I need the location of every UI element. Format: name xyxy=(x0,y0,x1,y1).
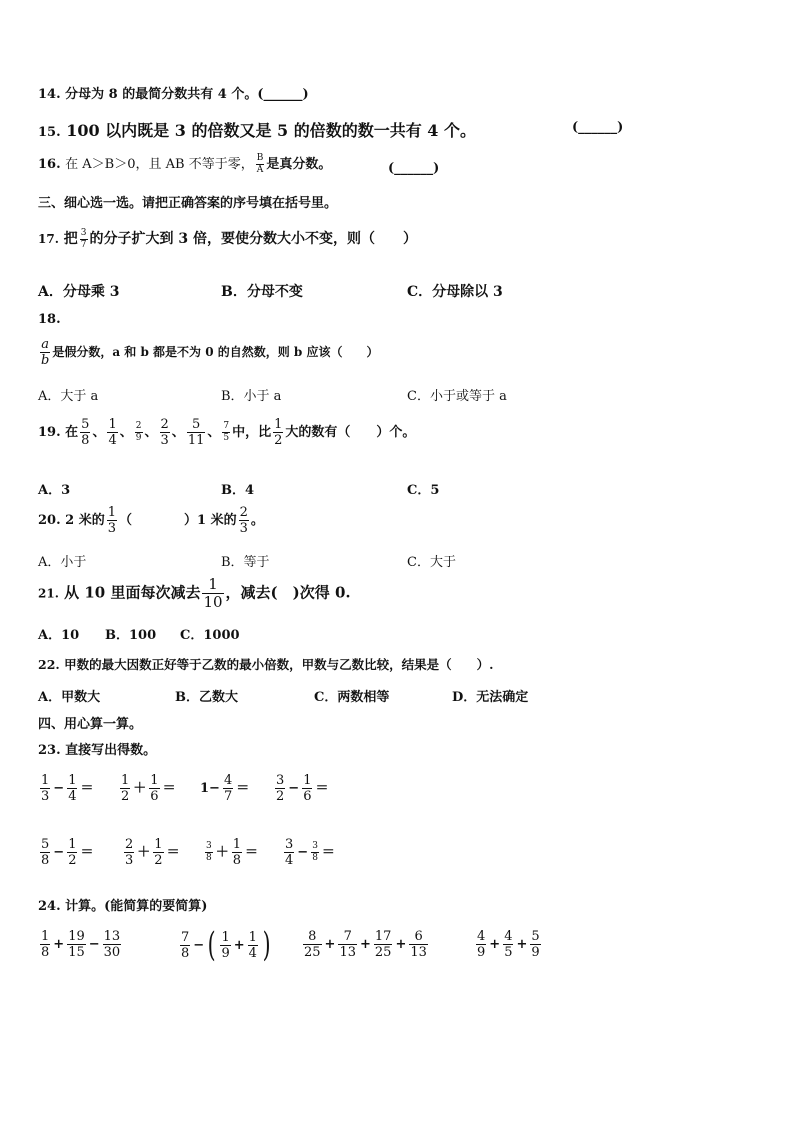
question-number: 22. xyxy=(38,657,60,672)
option-c[interactable]: C．1000 xyxy=(180,628,240,643)
fraction xyxy=(80,229,88,250)
question-text: 是真分数。 xyxy=(266,157,332,172)
fraction: $\frac{7}{13}$ xyxy=(339,929,356,960)
fraction: $\frac{4}{7}$ xyxy=(223,773,233,804)
question-text: 。 xyxy=(250,513,264,528)
fraction: $\frac{3}{8}$ xyxy=(312,841,318,863)
separator: 、 xyxy=(171,425,185,440)
question-text: 大的数有（ ）个。 xyxy=(285,425,416,440)
expression: $\frac{1}{3}$ − $\frac{1}{4}$ ＝ xyxy=(41,773,94,804)
denominator: 3 xyxy=(239,521,248,536)
question-number: 16. xyxy=(38,157,61,172)
fraction: $\frac{1}{2}$ xyxy=(154,837,163,868)
expression: $\frac{2}{3}$ ＋ $\frac{1}{2}$ ＝ xyxy=(125,837,180,868)
question-text: 中，比 xyxy=(232,425,272,440)
numerator: 3 xyxy=(80,227,87,238)
question-22 xyxy=(38,655,493,673)
fraction: $\frac{7}{8}$ xyxy=(181,929,190,961)
fraction xyxy=(135,422,143,443)
expression: $\frac{4}{9}$ + $\frac{4}{5}$ + $\frac{5}{9}$ xyxy=(477,929,540,960)
numerator: B xyxy=(256,153,264,163)
separator: 、 xyxy=(92,425,106,440)
question-15 xyxy=(38,118,476,141)
option-c[interactable]: C．两数相等 xyxy=(314,690,390,705)
denominator: 5 xyxy=(223,433,230,443)
numerator: 5 xyxy=(81,417,90,432)
numerator: 1 xyxy=(107,505,117,520)
section-heading: 四、用心算一算。 xyxy=(38,717,143,732)
numerator: 2 xyxy=(239,505,248,520)
fraction: $\frac{5}{8}$ xyxy=(41,837,50,868)
option-b[interactable]: B．100 xyxy=(105,628,157,643)
denominator: A xyxy=(256,165,264,175)
fraction: $\frac{6}{13}$ xyxy=(410,929,427,960)
numerator: 1 xyxy=(208,575,218,593)
question-text: 在 xyxy=(65,425,79,440)
question-24 xyxy=(38,895,207,914)
numerator: 5 xyxy=(191,417,201,432)
option-b[interactable]: B．4 xyxy=(221,483,255,498)
expression: $\frac{5}{8}$ − $\frac{1}{2}$ ＝ xyxy=(41,837,94,868)
fraction: $\frac{19}{15}$ xyxy=(68,929,85,960)
fraction: $\frac{17}{25}$ xyxy=(374,929,392,960)
denominator: 4 xyxy=(108,433,117,448)
fraction: $\frac{1}{4}$ xyxy=(248,929,257,961)
option-b[interactable]: B．乙数大 xyxy=(175,690,238,705)
question-number-18: 18. xyxy=(38,312,61,327)
option-b[interactable]: B．小于 a xyxy=(221,389,282,404)
expression: $\frac{1}{8}$ + $\frac{19}{15}$ − $\frac{13}{30}$ xyxy=(41,929,121,960)
denominator: 11 xyxy=(187,433,205,448)
question-text: 计算。(能简算的要简算) xyxy=(65,899,208,914)
numerator: a xyxy=(41,337,50,352)
option-a[interactable]: A．甲数大 xyxy=(38,690,101,705)
separator: 、 xyxy=(119,425,133,440)
section-heading: 三、细心选一选。请把正确答案的序号填在括号里。 xyxy=(38,196,338,211)
fraction: $\frac{3}{8}$ xyxy=(206,841,212,863)
option-b[interactable]: B．分母不变 xyxy=(221,284,303,300)
option-b[interactable]: B．等于 xyxy=(221,555,270,570)
expression: $\frac{3}{2}$ − $\frac{1}{6}$ ＝ xyxy=(276,773,329,804)
fraction: $\frac{13}{30}$ xyxy=(103,929,121,960)
numerator: 2 xyxy=(135,421,142,431)
separator: 、 xyxy=(144,425,158,440)
answer-blank[interactable]: (______) xyxy=(388,161,440,176)
question-number: 17. xyxy=(38,232,59,246)
expression: $\frac{3}{8}$ ＋ $\frac{1}{8}$ ＝ xyxy=(206,837,259,868)
question-21 xyxy=(38,577,351,610)
option-d[interactable]: D．无法确定 xyxy=(452,690,529,705)
fraction: $\frac{1}{8}$ xyxy=(232,837,242,868)
fraction xyxy=(202,577,223,610)
question-text: 的分子扩大到 3 倍，要使分数大小不变，则（ ） xyxy=(89,231,417,247)
numerator: 7 xyxy=(223,421,230,431)
fraction xyxy=(222,422,230,443)
question-number: 24. xyxy=(38,899,61,914)
fraction xyxy=(160,418,170,447)
fraction xyxy=(256,154,265,175)
fraction: $\frac{1}{8}$ xyxy=(41,929,50,960)
expression: $\frac{7}{8}$ − ( $\frac{1}{9}$ + $\frac{1}{4}$ ) xyxy=(181,925,271,965)
question-text: 直接写出得数。 xyxy=(65,743,157,758)
question-19 xyxy=(38,418,415,447)
question-number: 15. xyxy=(38,125,61,140)
fraction: $\frac{1}{6}$ xyxy=(150,773,159,804)
question-text: ，减去( )次得 0. xyxy=(225,583,351,602)
fraction xyxy=(80,418,90,447)
expression: $\frac{1}{2}$ ＋ $\frac{1}{6}$ ＝ xyxy=(121,773,176,804)
fraction: $\frac{1}{4}$ xyxy=(68,773,77,804)
denominator: 10 xyxy=(203,593,223,611)
fraction: $\frac{1}{9}$ xyxy=(221,929,230,961)
option-a[interactable]: A．小于 xyxy=(38,555,87,570)
question-number: 14. xyxy=(38,87,61,102)
question-16 xyxy=(38,153,331,175)
option-c[interactable]: C．大于 xyxy=(407,555,456,570)
question-text: 甲数的最大因数正好等于乙数的最小倍数，甲数与乙数比较，结果是（ ）. xyxy=(64,657,494,672)
denominator: 9 xyxy=(135,433,142,443)
option-a[interactable]: A．分母乘 3 xyxy=(38,284,120,300)
question-text: 100 以内既是 3 的倍数又是 5 的倍数的数一共有 4 个。 xyxy=(66,121,476,140)
question-text: 从 10 里面每次减去 xyxy=(64,583,201,602)
fraction: $\frac{2}{3}$ xyxy=(125,837,134,868)
fraction: $\frac{5}{9}$ xyxy=(531,929,540,960)
option-a[interactable]: A．10 xyxy=(38,628,80,643)
denominator: 8 xyxy=(81,433,90,448)
fraction: $\frac{8}{25}$ xyxy=(304,929,321,960)
denominator: 3 xyxy=(160,433,169,448)
question-23 xyxy=(38,739,156,758)
question-14 xyxy=(38,83,309,102)
expression: $\frac{3}{4}$ − $\frac{3}{8}$ ＝ xyxy=(285,837,335,868)
question-18 xyxy=(38,338,378,367)
option-c[interactable]: C．小于或等于 a xyxy=(407,389,507,404)
fraction xyxy=(107,506,117,535)
expression: 1− $\frac{4}{7}$ ＝ xyxy=(200,773,250,804)
fraction xyxy=(40,338,50,367)
numerator: 2 xyxy=(160,417,169,432)
question-number: 23. xyxy=(38,743,61,758)
denominator: 7 xyxy=(80,239,87,250)
question-20 xyxy=(38,506,264,535)
option-a[interactable]: A．3 xyxy=(38,483,71,498)
fraction xyxy=(239,506,249,535)
fraction: $\frac{1}{2}$ xyxy=(68,837,77,868)
fraction: $\frac{4}{9}$ xyxy=(477,929,486,960)
fraction: $\frac{4}{5}$ xyxy=(504,929,513,960)
question-text: 2 米的 xyxy=(65,513,105,528)
option-c[interactable]: C．分母除以 3 xyxy=(407,284,503,300)
numerator: 1 xyxy=(274,417,283,432)
fraction xyxy=(107,418,117,447)
expression: $\frac{8}{25}$ + $\frac{7}{13}$ + $\frac{17}{25}$ + $\frac{6}{13}$ xyxy=(304,929,427,960)
question-number: 19. xyxy=(38,425,61,440)
fraction xyxy=(187,418,206,447)
fraction: $\frac{1}{3}$ xyxy=(41,773,50,804)
fraction: $\frac{3}{2}$ xyxy=(276,773,285,804)
question-number: 20. xyxy=(38,513,61,528)
question-17 xyxy=(38,228,417,250)
fraction: $\frac{1}{2}$ xyxy=(121,773,130,804)
question-text: 是假分数，a 和 b 都是不为 0 的自然数，则 b 应该（ ） xyxy=(52,345,379,359)
denominator: 3 xyxy=(107,521,117,536)
fraction: $\frac{3}{4}$ xyxy=(285,837,294,868)
fraction: $\frac{1}{6}$ xyxy=(303,773,312,804)
answer-blank[interactable]: (______) xyxy=(572,120,624,135)
separator: 、 xyxy=(207,425,221,440)
question-text: 把 xyxy=(63,231,78,247)
option-a[interactable]: A．大于 a xyxy=(38,389,99,404)
question-text: 分母为 8 的最简分数共有 4 个。(______) xyxy=(65,87,309,102)
option-c[interactable]: C．5 xyxy=(407,483,440,498)
question-text: （ ）1 米的 xyxy=(119,513,237,528)
question-number: 21. xyxy=(38,586,59,601)
fraction xyxy=(273,418,283,447)
denominator: b xyxy=(41,353,50,368)
denominator: 2 xyxy=(274,433,283,448)
question-text: 在 A＞B＞0，且 AB 不等于零， xyxy=(65,157,254,172)
numerator: 1 xyxy=(108,417,117,432)
